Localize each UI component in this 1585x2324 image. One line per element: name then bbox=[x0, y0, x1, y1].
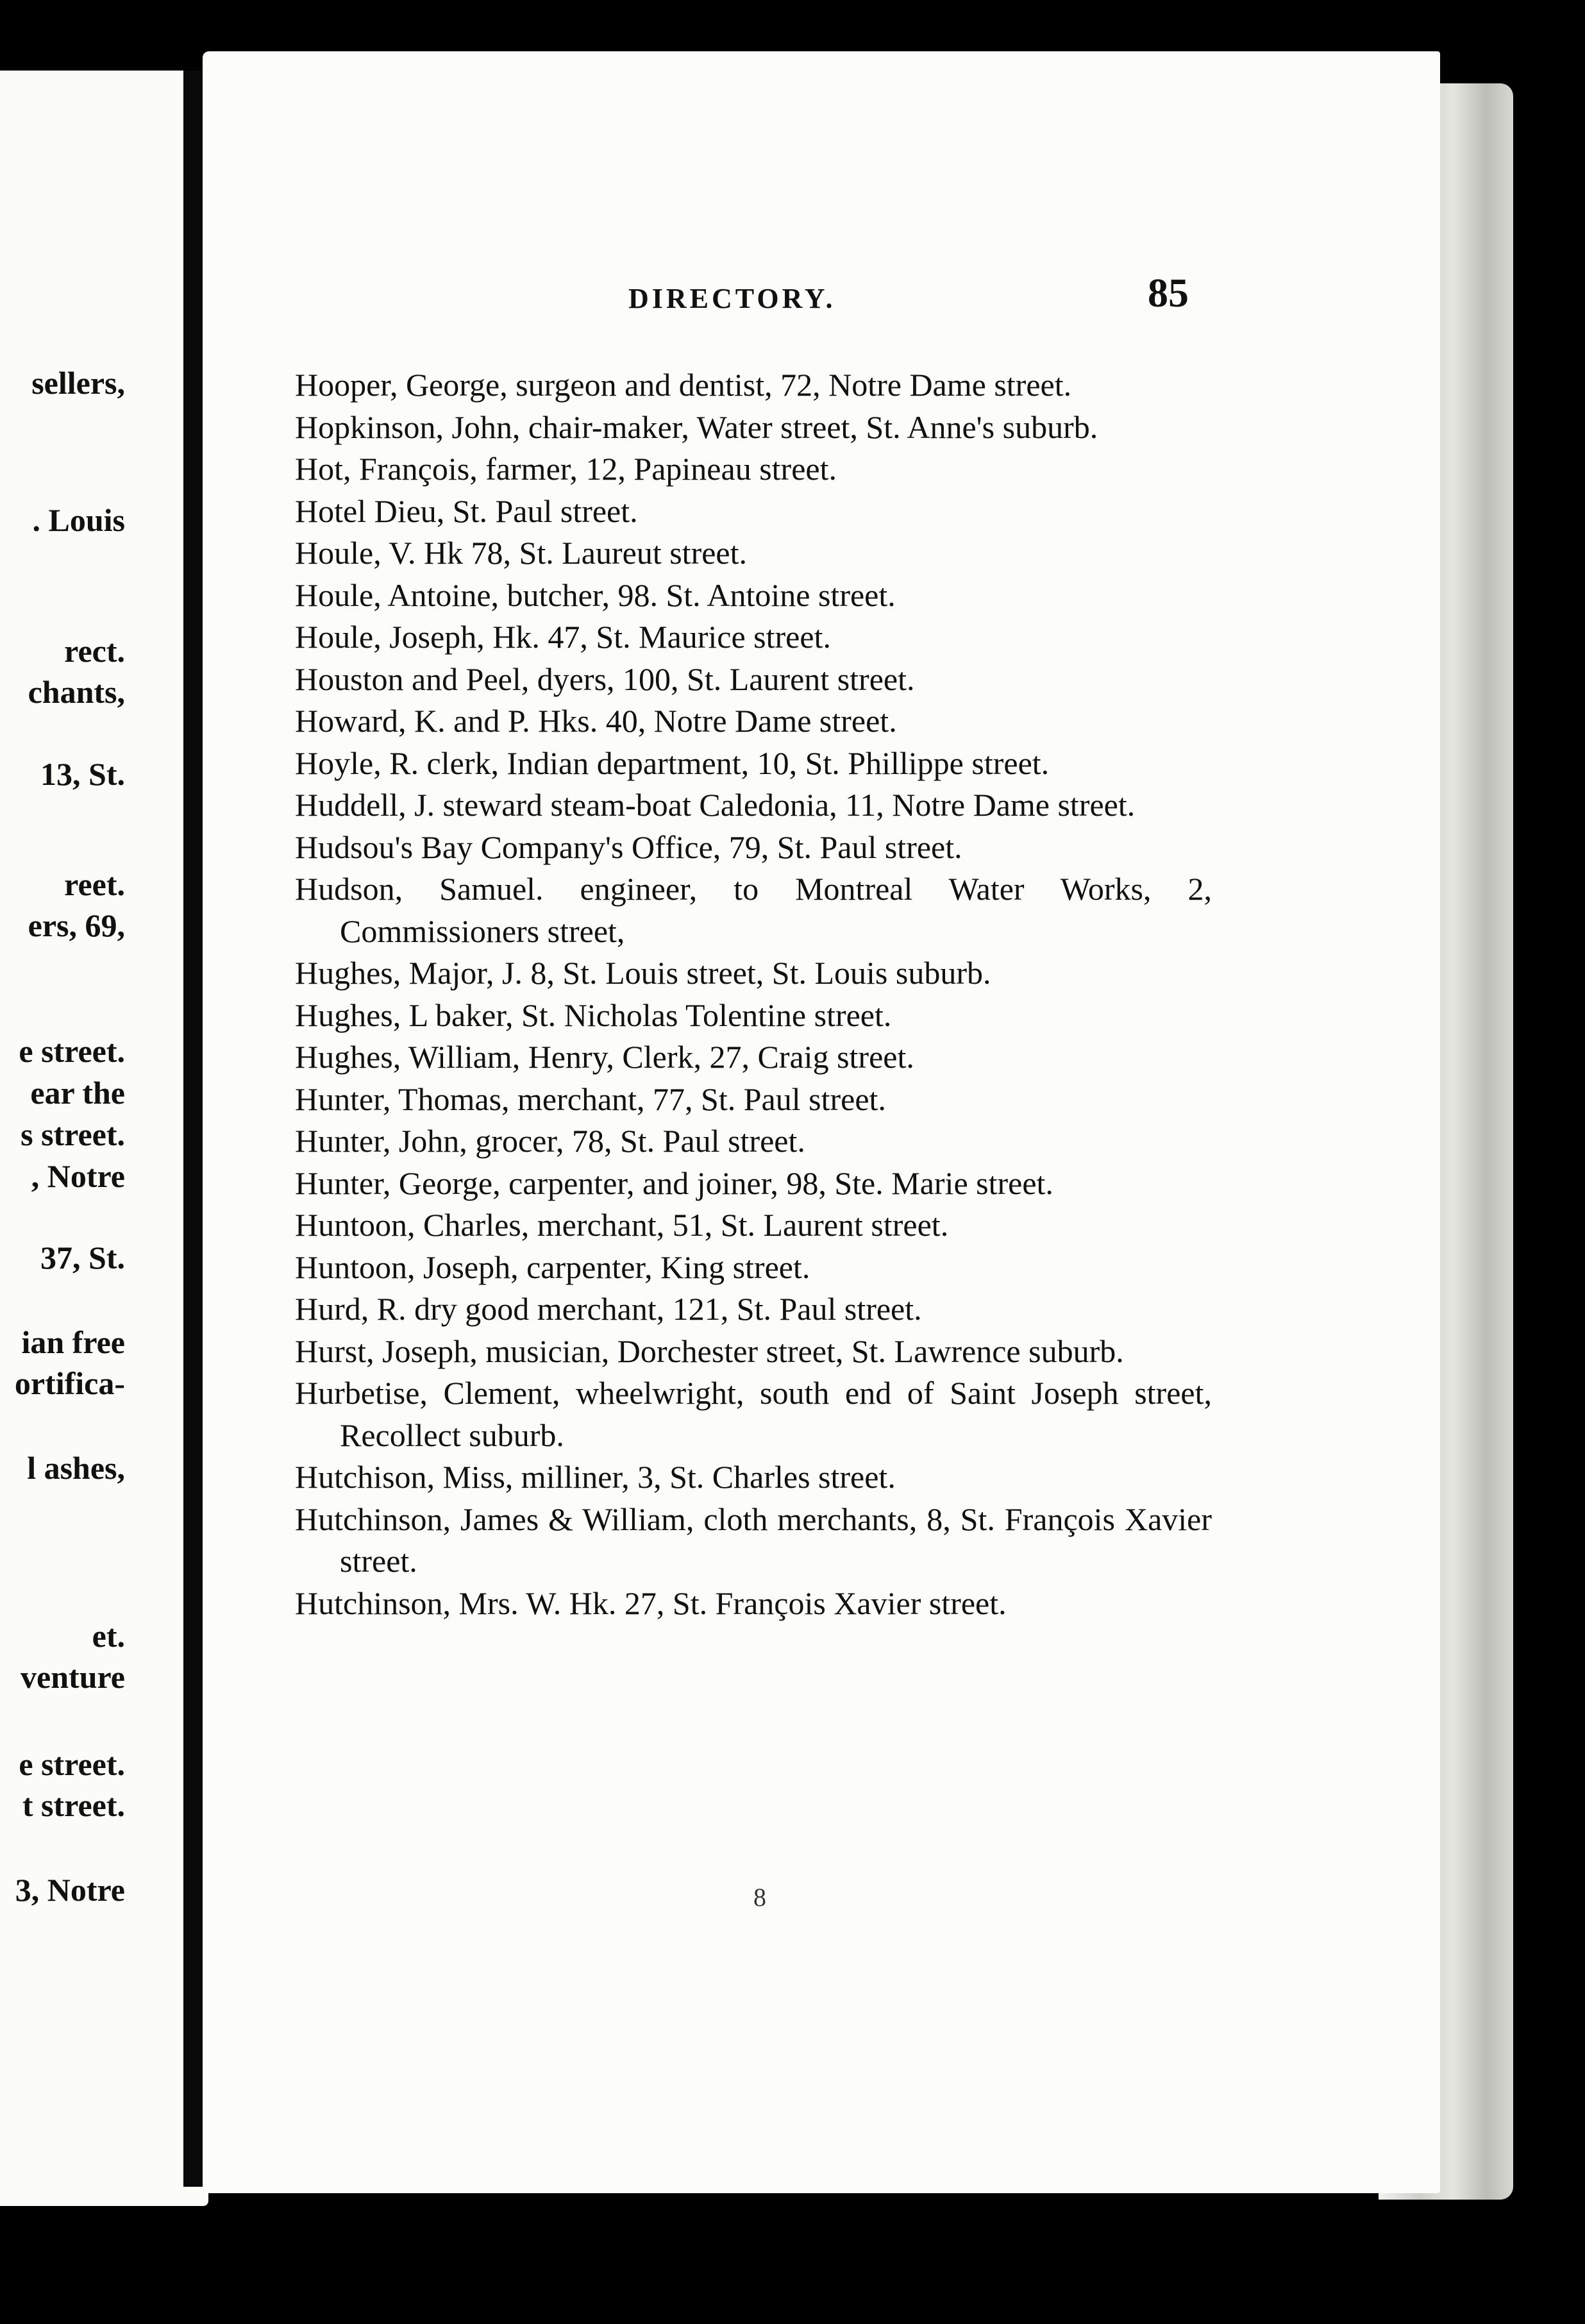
left-fragment: ers, 69, bbox=[28, 907, 125, 943]
directory-entry: Hudson, Samuel. engineer, to Montreal Water Works, 2, Commissioners street, bbox=[295, 871, 1212, 949]
directory-entry: Hudsou's Bay Company's Office, 79, St. Paul street. bbox=[295, 829, 962, 865]
directory-entry: Huntoon, Joseph, carpenter, King street. bbox=[295, 1249, 810, 1285]
left-fragment: 13, St. bbox=[40, 756, 125, 792]
left-fragment: venture bbox=[21, 1659, 125, 1695]
directory-entry: Hughes, Major, J. 8, St. Louis street, St. Louis suburb. bbox=[295, 955, 991, 991]
left-fragment: sellers, bbox=[31, 365, 125, 401]
left-fragment: ortifica- bbox=[14, 1365, 125, 1401]
page-number: 85 bbox=[1148, 270, 1189, 316]
directory-entry: Huddell, J. steward steam-boat Caledonia, 11, Notre Dame street. bbox=[295, 787, 1136, 823]
left-fragment: 3, Notre bbox=[15, 1872, 125, 1908]
directory-entry: Houle, Antoine, butcher, 98. St. Antoine street. bbox=[295, 577, 896, 613]
directory-entry: Houston and Peel, dyers, 100, St. Laurent street. bbox=[295, 661, 915, 697]
directory-entry: Hurd, R. dry good merchant, 121, St. Paul street. bbox=[295, 1291, 922, 1327]
directory-entry: Hurst, Joseph, musician, Dorchester street, St. Lawrence suburb. bbox=[295, 1333, 1124, 1369]
directory-entry: Houle, Joseph, Hk. 47, St. Maurice street. bbox=[295, 619, 831, 655]
directory-entry: Hughes, William, Henry, Clerk, 27, Craig street. bbox=[295, 1039, 914, 1075]
directory-entry: Hoyle, R. clerk, Indian department, 10, St. Phillippe street. bbox=[295, 745, 1050, 781]
directory-entry: Hurbetise, Clement, wheelwright, south end of Saint Joseph street, Recollect suburb. bbox=[295, 1375, 1212, 1453]
directory-entry: Howard, K. and P. Hks. 40, Notre Dame street. bbox=[295, 703, 897, 739]
directory-list bbox=[295, 364, 1212, 1624]
left-fragment: , Notre bbox=[31, 1158, 125, 1194]
left-fragment: chants, bbox=[28, 674, 125, 710]
left-fragment: t street. bbox=[22, 1787, 125, 1823]
left-fragment: . Louis bbox=[32, 502, 125, 538]
left-fragment: l ashes, bbox=[27, 1450, 125, 1486]
left-fragment: et. bbox=[92, 1618, 125, 1654]
directory-entry: Hunter, John, grocer, 78, St. Paul street. bbox=[295, 1123, 805, 1159]
left-page bbox=[0, 71, 208, 2206]
directory-entry: Houle, V. Hk 78, St. Laureut street. bbox=[295, 535, 748, 571]
left-page-fragments bbox=[0, 71, 208, 2206]
directory-entry: Hutchinson, Mrs. W. Hk. 27, St. François Xavier street. bbox=[295, 1585, 1007, 1621]
directory-entry: Hopkinson, John, chair-maker, Water street, St. Anne's suburb. bbox=[295, 408, 1098, 445]
left-fragment: reet. bbox=[64, 866, 125, 902]
directory-entry: Hunter, George, carpenter, and joiner, 98, Ste. Marie street. bbox=[295, 1165, 1053, 1201]
running-head: DIRECTORY. bbox=[628, 283, 836, 314]
left-fragment: ian free bbox=[21, 1324, 125, 1360]
directory-entry: Hot, François, farmer, 12, Papineau street. bbox=[295, 451, 837, 487]
directory-entry: Hotel Dieu, St. Paul street. bbox=[295, 493, 638, 529]
left-fragment: e street. bbox=[19, 1746, 125, 1782]
directory-entry: Hughes, L baker, St. Nicholas Tolentine street. bbox=[295, 997, 892, 1033]
directory-entry: Hutchinson, James & William, cloth merchants, 8, St. François Xavier street. bbox=[295, 1501, 1212, 1579]
left-fragment: rect. bbox=[64, 633, 125, 669]
book-spine bbox=[183, 71, 203, 2187]
directory-entry: Hutchison, Miss, milliner, 3, St. Charles street. bbox=[295, 1459, 896, 1495]
signature-mark: 8 bbox=[753, 1883, 766, 1912]
directory-entry: Huntoon, Charles, merchant, 51, St. Laurent street. bbox=[295, 1207, 949, 1243]
left-fragment: e street. bbox=[19, 1033, 125, 1069]
left-fragment: ear the bbox=[30, 1075, 125, 1111]
left-fragment: s street. bbox=[21, 1116, 125, 1152]
left-fragment: 37, St. bbox=[40, 1240, 125, 1276]
directory-entry: Hunter, Thomas, merchant, 77, St. Paul street. bbox=[295, 1081, 886, 1117]
directory-entry: Hooper, George, surgeon and dentist, 72, Notre Dame street. bbox=[295, 367, 1072, 403]
